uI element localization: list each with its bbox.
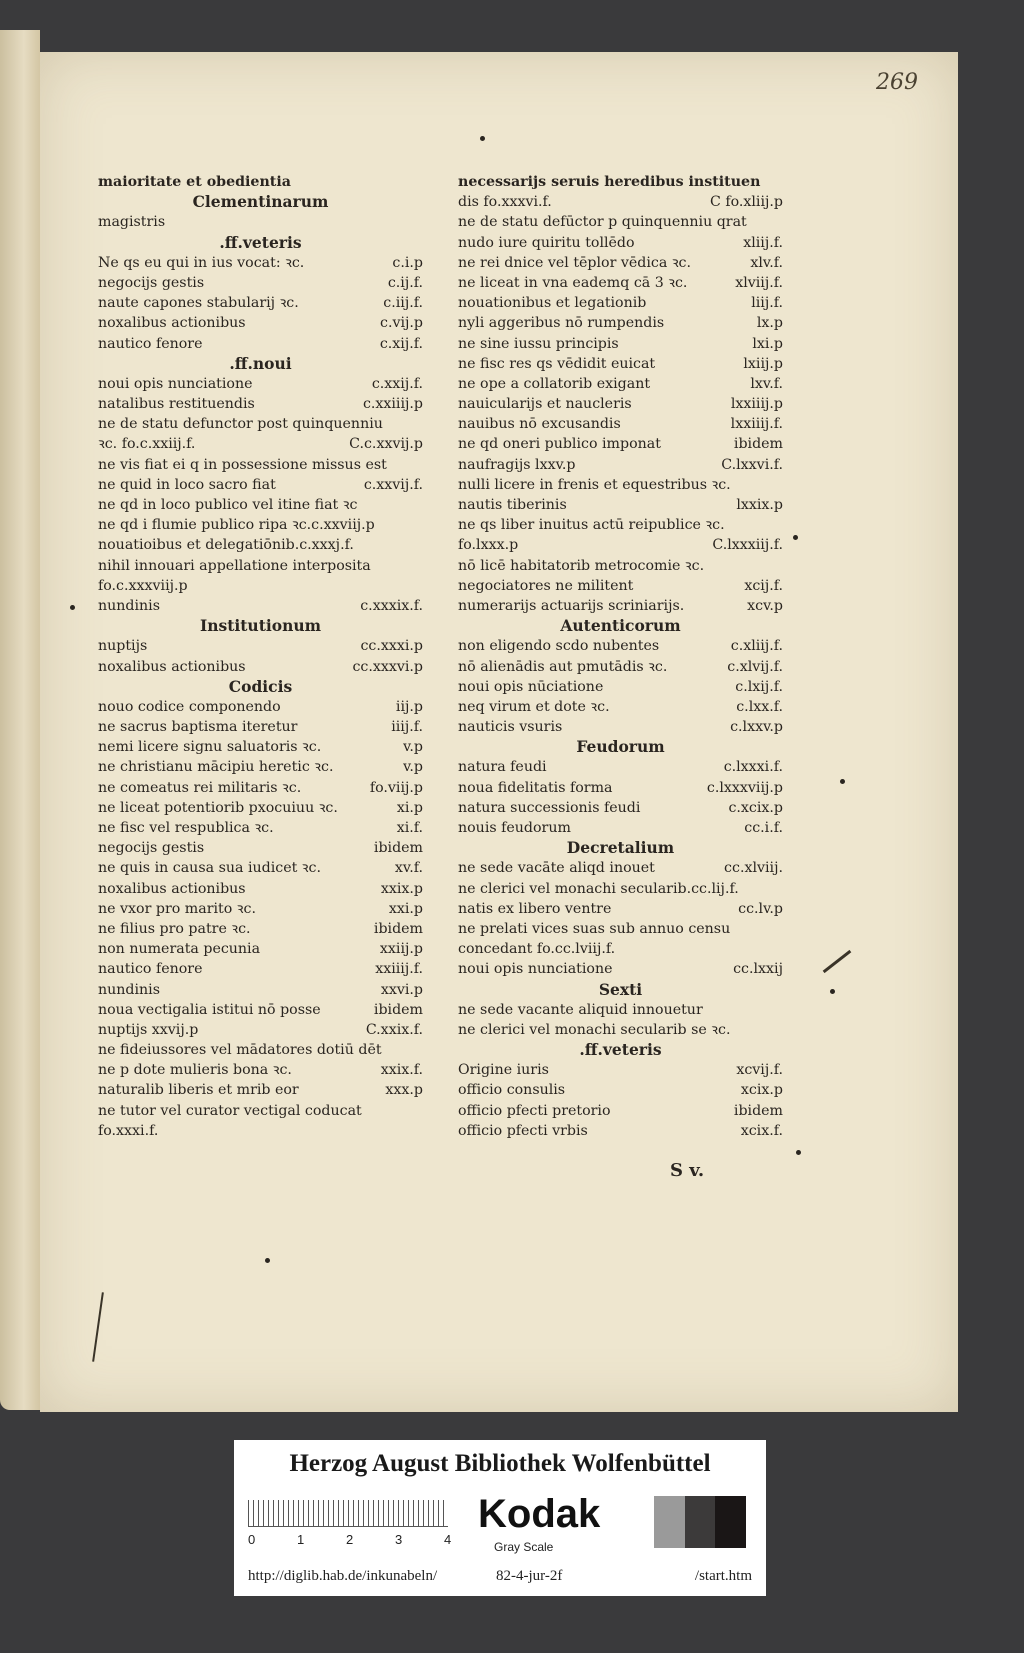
entry-folio-ref: c.i.p bbox=[392, 254, 423, 271]
index-entry bbox=[458, 556, 783, 576]
index-entry bbox=[458, 636, 783, 656]
entry-text: nundinis bbox=[98, 981, 160, 998]
entry-folio-ref: iij.p bbox=[395, 698, 423, 715]
entry-folio-ref: lxiij.p bbox=[743, 355, 783, 372]
entry-text: noui opis nūciatione bbox=[458, 678, 604, 695]
entry-folio-ref: iiij.f. bbox=[391, 719, 423, 736]
section-heading bbox=[98, 677, 423, 697]
index-entry bbox=[458, 596, 783, 616]
entry-text: ne vxor pro marito ꝛc. bbox=[98, 900, 256, 917]
entry-text: naute capones stabularij ꝛc. bbox=[98, 295, 299, 312]
index-entry bbox=[98, 879, 423, 899]
index-entry bbox=[458, 253, 783, 273]
index-entry bbox=[98, 858, 423, 878]
index-entry bbox=[98, 374, 423, 394]
entry-text: ne sede vacante aliquid innouetur bbox=[458, 1001, 703, 1018]
entry-text: ne sede vacāte aliqd inouet bbox=[458, 860, 655, 877]
entry-folio-ref: xxix.f. bbox=[380, 1062, 423, 1079]
entry-folio-ref: xliij.f. bbox=[743, 234, 783, 251]
entry-text: noui opis nunciatione bbox=[458, 961, 613, 978]
section-heading bbox=[98, 192, 423, 212]
entry-text: ne fideiussores vel mādatores dotiū dēt bbox=[98, 1042, 382, 1059]
entry-text: nihil innouari appellatione interposita bbox=[98, 557, 371, 574]
card-url: http://diglib.hab.de/inkunabeln/ bbox=[248, 1568, 438, 1584]
entry-text: fo.c.xxxviij.p bbox=[98, 577, 188, 594]
index-entry bbox=[98, 737, 423, 757]
library-color-card bbox=[234, 1440, 766, 1596]
entry-folio-ref: cc.i.f. bbox=[744, 820, 783, 836]
entry-folio-ref: c.lxxxviij.p bbox=[706, 779, 783, 796]
ink-dot bbox=[796, 1150, 801, 1155]
index-entry bbox=[458, 212, 783, 232]
ink-dot bbox=[265, 1258, 270, 1263]
entry-folio-ref: lxxiiij.f. bbox=[730, 416, 783, 433]
entry-text: ne prelati vices suas sub annuo censu bbox=[458, 920, 731, 937]
index-entry bbox=[458, 354, 783, 374]
ruler-number: 0 bbox=[248, 1532, 256, 1547]
entry-text: concedant fo.cc.lviij.f. bbox=[458, 941, 616, 958]
entry-folio-ref: c.vij.p bbox=[380, 315, 423, 332]
card-shelfmark: 82-4-jur-2f bbox=[496, 1568, 563, 1584]
entry-text: neq virum et dote ꝛc. bbox=[458, 698, 610, 715]
index-entry bbox=[98, 980, 423, 1000]
entry-folio-ref: xxiiij.f. bbox=[375, 961, 423, 978]
index-entry bbox=[458, 818, 783, 838]
card-start: /start.htm bbox=[694, 1568, 752, 1584]
entry-text: Ne qs eu qui in ius vocat: ꝛc. bbox=[98, 254, 305, 271]
index-entry bbox=[98, 899, 423, 919]
entry-folio-ref: cc.xxxvi.p bbox=[352, 658, 423, 675]
entry-text: Sexti bbox=[598, 979, 643, 999]
right-text-column bbox=[458, 172, 783, 1141]
index-entry bbox=[458, 858, 783, 878]
section-heading bbox=[98, 354, 423, 374]
entry-folio-ref: c.xij.f. bbox=[379, 335, 423, 352]
entry-text: nouatioibus et delegatiōnib.c.xxxj.f. bbox=[98, 537, 354, 554]
ink-dot bbox=[840, 779, 845, 784]
entry-text: negociatores ne militent bbox=[458, 577, 634, 594]
entry-folio-ref: xxvi.p bbox=[380, 981, 423, 998]
entry-folio-ref: ibidem bbox=[733, 436, 783, 453]
entry-folio-ref: c.xxij.f. bbox=[371, 375, 423, 392]
index-entry bbox=[458, 515, 783, 535]
index-entry bbox=[98, 212, 423, 232]
entry-folio-ref: xcix.f. bbox=[740, 1122, 783, 1139]
entry-folio-ref: xxi.p bbox=[388, 900, 423, 917]
entry-text: ne qd i flumie publico ripa ꝛc.c.xxviij.p bbox=[98, 517, 375, 534]
index-entry bbox=[98, 414, 423, 434]
entry-text: ne liceat in vna eademq cā 3 ꝛc. bbox=[458, 274, 688, 291]
entry-text: noxalibus actionibus bbox=[98, 315, 246, 332]
entry-text: noua vectigalia istitui nō posse bbox=[98, 1001, 321, 1018]
entry-text: ne quid in loco sacro fiat bbox=[98, 476, 276, 493]
index-entry bbox=[98, 657, 423, 677]
entry-text: noxalibus actionibus bbox=[98, 880, 246, 897]
index-entry bbox=[458, 899, 783, 919]
entry-folio-ref: ibidem bbox=[733, 1102, 783, 1119]
entry-folio-ref: v.p bbox=[403, 759, 423, 776]
entry-text: ne vis fiat ei q in possessione missus est bbox=[98, 456, 387, 473]
entry-text: ne quis in causa sua iudicet ꝛc. bbox=[98, 860, 321, 877]
index-entry bbox=[458, 172, 783, 192]
entry-text: nulli licere in frenis et equestribus ꝛc. bbox=[458, 476, 731, 493]
ink-dot bbox=[830, 989, 835, 994]
catchword: S v. bbox=[670, 1160, 705, 1181]
entry-text: natis ex libero ventre bbox=[458, 900, 612, 917]
entry-folio-ref: xcvij.f. bbox=[736, 1062, 783, 1079]
entry-text: officio pfecti pretorio bbox=[458, 1102, 611, 1119]
index-entry bbox=[458, 798, 783, 818]
index-entry bbox=[458, 939, 783, 959]
entry-folio-ref: xv.f. bbox=[394, 860, 423, 877]
entry-text: nuptijs xxvij.p bbox=[98, 1021, 199, 1038]
index-entry bbox=[98, 172, 423, 192]
entry-text: noua fidelitatis forma bbox=[458, 779, 613, 796]
entry-folio-ref: xi.f. bbox=[396, 820, 423, 836]
grayscale-label: Gray Scale bbox=[494, 1540, 554, 1554]
index-entry bbox=[98, 253, 423, 273]
entry-folio-ref: C.lxxvi.f. bbox=[721, 456, 783, 473]
entry-text: nundinis bbox=[98, 597, 160, 614]
index-entry bbox=[458, 495, 783, 515]
index-entry bbox=[98, 596, 423, 616]
entry-folio-ref: xi.p bbox=[396, 799, 423, 816]
entry-text: negocijs gestis bbox=[98, 840, 205, 857]
entry-text: nō licē habitatorib metrocomie ꝛc. bbox=[458, 557, 705, 574]
index-entry bbox=[458, 1020, 783, 1040]
entry-folio-ref: cc.lxxij bbox=[733, 961, 783, 978]
entry-text: Institutionum bbox=[199, 616, 322, 636]
index-entry bbox=[458, 192, 783, 212]
entry-folio-ref: c.lxx.f. bbox=[736, 698, 783, 715]
entry-text: ne christianu mācipiu heretic ꝛc. bbox=[98, 759, 334, 776]
entry-text: Codicis bbox=[228, 676, 293, 696]
facing-page-edge bbox=[0, 30, 40, 1410]
entry-text: ne clerici vel monachi secularib.cc.lij.f. bbox=[458, 880, 739, 897]
entry-text: ne ope a collatorib exigant bbox=[458, 375, 651, 392]
index-entry bbox=[98, 959, 423, 979]
section-heading bbox=[458, 616, 783, 636]
entry-text: Feudorum bbox=[576, 737, 665, 757]
ink-stroke bbox=[823, 950, 852, 973]
entry-folio-ref: cc.xxxi.p bbox=[360, 638, 423, 655]
index-entry bbox=[98, 293, 423, 313]
index-entry bbox=[458, 657, 783, 677]
entry-text: natalibus restituendis bbox=[98, 396, 255, 413]
index-entry bbox=[98, 535, 423, 555]
index-entry bbox=[458, 475, 783, 495]
entry-folio-ref: c.ij.f. bbox=[387, 274, 423, 291]
index-entry bbox=[98, 697, 423, 717]
entry-text: natura feudi bbox=[458, 759, 547, 776]
entry-text: ne p dote mulieris bona ꝛc. bbox=[98, 1062, 292, 1079]
entry-text: nauicularijs et naucleris bbox=[458, 396, 632, 413]
index-entry bbox=[98, 434, 423, 454]
entry-text: Origine iuris bbox=[458, 1062, 549, 1079]
entry-text: ne qd oneri publico imponat bbox=[458, 436, 661, 453]
ruler-number: 4 bbox=[444, 1532, 452, 1547]
entry-text: nouo codice componendo bbox=[98, 698, 281, 715]
index-entry bbox=[458, 1060, 783, 1080]
entry-text: officio consulis bbox=[458, 1082, 566, 1099]
index-entry bbox=[458, 576, 783, 596]
section-heading bbox=[458, 980, 783, 1000]
section-heading bbox=[98, 233, 423, 253]
entry-text: noxalibus actionibus bbox=[98, 658, 246, 675]
entry-folio-ref: xxix.p bbox=[380, 880, 423, 897]
entry-text: .ff.noui bbox=[229, 353, 292, 373]
entry-folio-ref: c.iij.f. bbox=[383, 295, 423, 312]
gray-swatch bbox=[715, 1496, 746, 1548]
entry-folio-ref: xcij.f. bbox=[744, 577, 783, 594]
index-entry bbox=[98, 475, 423, 495]
entry-text: fo.xxxi.f. bbox=[98, 1122, 159, 1139]
entry-text: ne sacrus baptisma iteretur bbox=[98, 719, 298, 736]
entry-text: ne rei dnice vel tēplor vēdica ꝛc. bbox=[458, 254, 692, 271]
entry-folio-ref: c.xxiiij.p bbox=[362, 396, 423, 413]
entry-text: ne comeatus rei militaris ꝛc. bbox=[98, 779, 302, 796]
ink-stroke bbox=[92, 1292, 104, 1362]
index-entry bbox=[98, 636, 423, 656]
entry-folio-ref: c.xxvij.f. bbox=[363, 476, 423, 493]
index-entry bbox=[458, 273, 783, 293]
ruler-number: 3 bbox=[395, 1532, 403, 1547]
entry-text: ne de statu defunctor post quinquenniu bbox=[98, 416, 383, 433]
entry-text: necessarijs seruis heredibus instituen bbox=[458, 174, 761, 190]
index-entry bbox=[458, 313, 783, 333]
manuscript-page bbox=[40, 52, 958, 1412]
entry-folio-ref: xxx.p bbox=[385, 1082, 423, 1099]
entry-text: non numerata pecunia bbox=[98, 941, 261, 958]
entry-folio-ref: lxv.f. bbox=[750, 375, 783, 392]
entry-folio-ref: c.lxij.f. bbox=[735, 678, 783, 695]
entry-text: Autenticorum bbox=[560, 616, 681, 636]
index-entry bbox=[458, 1121, 783, 1141]
index-entry bbox=[98, 273, 423, 293]
index-entry bbox=[458, 455, 783, 475]
entry-folio-ref: C.c.xxvij.p bbox=[349, 436, 423, 453]
folio-number: 269 bbox=[876, 70, 918, 95]
index-entry bbox=[98, 757, 423, 777]
entry-folio-ref: lxxiiij.p bbox=[730, 396, 783, 413]
entry-folio-ref: cc.xlviij. bbox=[724, 860, 783, 877]
index-entry bbox=[458, 717, 783, 737]
entry-folio-ref: ibidem bbox=[373, 1001, 423, 1018]
entry-folio-ref: v.p bbox=[403, 739, 423, 756]
entry-folio-ref: xcix.p bbox=[740, 1082, 783, 1099]
index-entry bbox=[98, 1121, 423, 1141]
entry-folio-ref: lx.p bbox=[756, 315, 783, 332]
index-entry bbox=[98, 495, 423, 515]
ink-dot bbox=[70, 605, 75, 610]
index-entry bbox=[458, 414, 783, 434]
index-entry bbox=[98, 1040, 423, 1060]
entry-folio-ref: liij.f. bbox=[751, 295, 783, 312]
section-heading bbox=[458, 1040, 783, 1060]
index-entry bbox=[458, 919, 783, 939]
entry-text: ne fisc vel respublica ꝛc. bbox=[98, 820, 274, 836]
index-entry bbox=[98, 1060, 423, 1080]
gray-swatches bbox=[654, 1496, 746, 1548]
index-entry bbox=[98, 1101, 423, 1121]
index-entry bbox=[458, 394, 783, 414]
entry-text: negocijs gestis bbox=[98, 274, 205, 291]
index-entry bbox=[98, 515, 423, 535]
index-entry bbox=[98, 1020, 423, 1040]
index-entry bbox=[98, 455, 423, 475]
entry-folio-ref: lxxix.p bbox=[736, 497, 783, 513]
entry-text: ꝛc. fo.c.xxiij.f. bbox=[98, 436, 196, 453]
entry-text: fo.lxxx.p bbox=[458, 537, 519, 554]
index-entry bbox=[458, 879, 783, 899]
index-entry bbox=[458, 233, 783, 253]
gray-swatch bbox=[654, 1496, 685, 1548]
section-heading bbox=[98, 616, 423, 636]
entry-text: magistris bbox=[98, 214, 166, 231]
index-entry bbox=[458, 757, 783, 777]
index-entry bbox=[458, 535, 783, 555]
entry-text: dis fo.xxxvi.f. bbox=[458, 194, 552, 211]
entry-text: naufragijs lxxv.p bbox=[458, 456, 576, 473]
entry-folio-ref: c.xxxix.f. bbox=[360, 597, 423, 614]
entry-text: nemi licere signu saluatoris ꝛc. bbox=[98, 739, 322, 756]
index-entry bbox=[458, 374, 783, 394]
index-entry bbox=[458, 434, 783, 454]
index-entry bbox=[98, 576, 423, 596]
ink-dot bbox=[480, 136, 485, 141]
entry-folio-ref: C.lxxxiij.f. bbox=[712, 537, 783, 554]
entry-text: nuptijs bbox=[98, 638, 148, 655]
entry-text: ne tutor vel curator vectigal coducat bbox=[98, 1102, 362, 1119]
entry-folio-ref: c.lxxxi.f. bbox=[723, 759, 783, 776]
entry-folio-ref: c.xcix.p bbox=[728, 799, 783, 816]
entry-folio-ref: c.lxxv.p bbox=[730, 719, 783, 736]
entry-text: ne fisc res qs vēdidit euicat bbox=[458, 355, 656, 372]
entry-text: natura successionis feudi bbox=[458, 799, 641, 816]
entry-text: naturalib liberis et mrib eor bbox=[98, 1082, 299, 1099]
index-entry bbox=[458, 697, 783, 717]
entry-text: nautis tiberinis bbox=[458, 497, 567, 513]
entry-text: nō alienādis aut pmutādis ꝛc. bbox=[458, 658, 668, 675]
entry-folio-ref: fo.viij.p bbox=[369, 779, 423, 796]
index-entry bbox=[98, 798, 423, 818]
entry-text: Decretalium bbox=[566, 838, 675, 858]
entry-text: nautico fenore bbox=[98, 961, 203, 978]
index-entry bbox=[458, 1000, 783, 1020]
ruler-number: 2 bbox=[346, 1532, 354, 1547]
index-entry bbox=[458, 1101, 783, 1121]
entry-folio-ref: C fo.xliij.p bbox=[709, 194, 783, 211]
index-entry bbox=[98, 818, 423, 838]
index-entry bbox=[98, 838, 423, 858]
left-text-column bbox=[98, 172, 423, 1141]
index-entry bbox=[458, 334, 783, 354]
gray-swatch bbox=[685, 1496, 716, 1548]
entry-text: non eligendo scdo nubentes bbox=[458, 638, 660, 655]
entry-text: .ff.veteris bbox=[219, 232, 302, 252]
entry-text: nauibus nō excusandis bbox=[458, 416, 621, 433]
entry-text: ne qd in loco publico vel itine fiat ꝛc bbox=[98, 497, 358, 513]
entry-text: ne liceat potentiorib pxocuiuu ꝛc. bbox=[98, 799, 338, 816]
index-entry bbox=[458, 1080, 783, 1100]
kodak-logo: Kodak bbox=[478, 1492, 601, 1536]
card-title: Herzog August Bibliothek Wolfenbüttel bbox=[289, 1450, 711, 1477]
index-entry bbox=[458, 293, 783, 313]
entry-text: maioritate et obedientia bbox=[98, 174, 291, 190]
entry-folio-ref: cc.lv.p bbox=[738, 900, 783, 917]
entry-folio-ref: xlv.f. bbox=[750, 254, 783, 271]
entry-folio-ref: xlviij.f. bbox=[735, 274, 783, 291]
entry-text: ne clerici vel monachi secularib se ꝛc. bbox=[458, 1021, 731, 1038]
index-entry bbox=[98, 334, 423, 354]
index-entry bbox=[98, 1000, 423, 1020]
scale-ruler bbox=[248, 1500, 448, 1527]
index-entry bbox=[98, 919, 423, 939]
index-entry bbox=[98, 313, 423, 333]
entry-text: ne filius pro patre ꝛc. bbox=[98, 920, 251, 937]
entry-text: ne de statu defūctor p quinquenniu qrat bbox=[458, 214, 747, 231]
entry-text: ne sine iussu principis bbox=[458, 335, 619, 352]
entry-folio-ref: C.xxix.f. bbox=[365, 1021, 423, 1038]
ink-dot bbox=[793, 535, 798, 540]
entry-text: officio pfecti vrbis bbox=[458, 1122, 588, 1139]
index-entry bbox=[98, 778, 423, 798]
entry-text: nouis feudorum bbox=[458, 820, 571, 836]
entry-folio-ref: c.xliij.f. bbox=[730, 638, 783, 655]
index-entry bbox=[458, 778, 783, 798]
entry-folio-ref: ibidem bbox=[373, 920, 423, 937]
index-entry bbox=[98, 394, 423, 414]
entry-text: noui opis nunciatione bbox=[98, 375, 253, 392]
entry-text: nyli aggeribus nō rumpendis bbox=[458, 315, 665, 332]
entry-text: nouationibus et legationib bbox=[458, 295, 647, 312]
entry-folio-ref: lxi.p bbox=[752, 335, 783, 352]
entry-folio-ref: ibidem bbox=[373, 840, 423, 857]
entry-text: nauticis vsuris bbox=[458, 719, 563, 736]
entry-text: numerarijs actuarijs scriniarijs. bbox=[458, 597, 685, 614]
index-entry bbox=[458, 677, 783, 697]
entry-text: Clementinarum bbox=[192, 192, 329, 212]
index-entry bbox=[98, 1080, 423, 1100]
index-entry bbox=[98, 717, 423, 737]
index-entry bbox=[98, 939, 423, 959]
entry-folio-ref: c.xlvij.f. bbox=[727, 658, 783, 675]
entry-text: nautico fenore bbox=[98, 335, 203, 352]
entry-text: ne qs liber inuitus actū reipublice ꝛc. bbox=[458, 517, 725, 534]
index-entry bbox=[98, 556, 423, 576]
entry-text: .ff.veteris bbox=[579, 1040, 662, 1060]
entry-text: nudo iure quiritu tollēdo bbox=[458, 234, 635, 251]
section-heading bbox=[458, 737, 783, 757]
entry-folio-ref: xxiij.p bbox=[379, 941, 423, 958]
index-entry bbox=[458, 959, 783, 979]
section-heading bbox=[458, 838, 783, 858]
entry-folio-ref: xcv.p bbox=[747, 597, 783, 614]
ruler-number: 1 bbox=[297, 1532, 305, 1547]
